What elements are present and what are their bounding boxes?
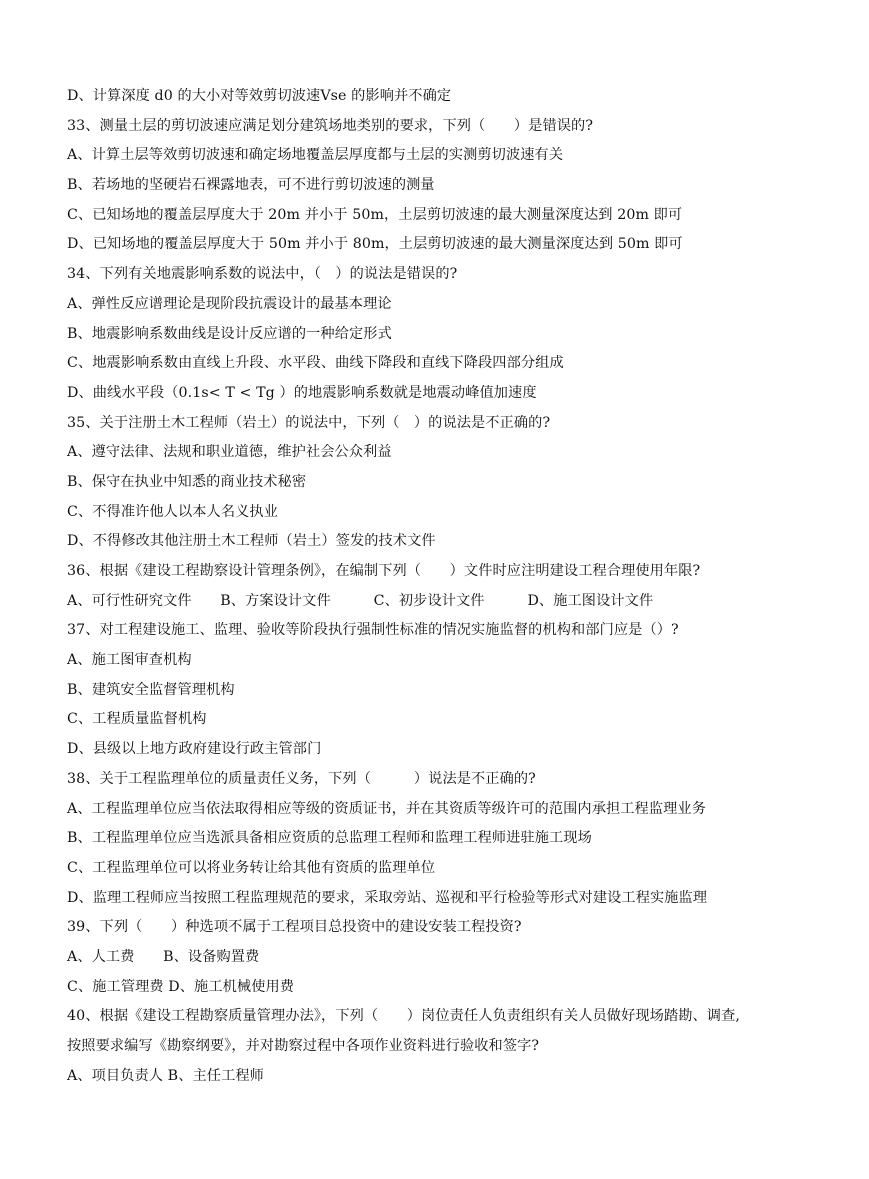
question-36: 36、根据《建设工程勘察设计管理条例》，在编制下列（ ）文件时应注明建设工程合理使用年限? xyxy=(67,563,701,579)
option-b-q38: B、工程监理单位应当选派具备相应资质的总监理工程师和监理工程师进驻施工现场 xyxy=(67,830,592,847)
question-39: 39、下列（ ）种选项不属于工程项目总投资中的建设安装工程投资? xyxy=(67,919,522,936)
options-ab-q40: A、项目负责人 B、主任工程师 xyxy=(67,1067,264,1084)
question-40: 40、根据《建设工程勘察质量管理办法》，下列（ ）岗位责任人负责组织有关人员做好现场踏勘、调查, xyxy=(67,1008,740,1025)
option-d-q38: D、监理工程师应当按照工程监理规范的要求，采取旁站、巡视和平行检验等形式对建设工程实施监理 xyxy=(67,889,708,906)
option-d-q35: D、不得修改其他注册土木工程师（岩土）签发的技术文件 xyxy=(67,533,436,550)
option-b-q34: B、地震影响系数曲线是设计反应谱的一种给定形式 xyxy=(67,325,392,342)
question-35: 35、关于注册土木工程师（岩土）的说法中，下列（ ）的说法是不正确的? xyxy=(67,414,551,431)
options-cd-q39: C、施工管理费 D、施工机械使用费 xyxy=(67,978,295,995)
option-c-q34: C、地震影响系数由直线上升段、水平段、曲线下降段和直线下降段四部分组成 xyxy=(67,355,564,372)
question-38: 38、关于工程监理单位的质量责任义务，下列（ ）说法是不正确的? xyxy=(67,770,536,787)
option-d-q37: D、县级以上地方政府建设行政主管部门 xyxy=(67,741,322,758)
option-b-q33: B、若场地的坚硬岩石裸露地表，可不进行剪切波速的测量 xyxy=(67,177,435,194)
option-a-q34: A、弹性反应谱理论是现阶段抗震设计的最基本理论 xyxy=(67,295,392,312)
question-34: 34、下列有关地震影响系数的说法中，（ ）的说法是错误的? xyxy=(67,266,458,283)
option-c-q33: C、已知场地的覆盖层厚度大于 20m 并小于 50m，土层剪切波速的最大测量深度达到 20m 即可 xyxy=(67,206,683,223)
option-c-q37: C、工程质量监督机构 xyxy=(67,711,207,728)
option-a-q35: A、遵守法律、法规和职业道德，维护社会公众利益 xyxy=(67,444,392,461)
option-a-q38: A、工程监理单位应当依法取得相应等级的资质证书，并在其资质等级许可的范围内承担工程监理业务 xyxy=(67,800,706,817)
option-d-q33: D、已知场地的覆盖层厚度大于 50m 并小于 80m，土层剪切波速的最大测量深度达到 50m 即可 xyxy=(67,236,683,253)
option-a-q33: A、计算土层等效剪切波速和确定场地覆盖层厚度都与土层的实测剪切波速有关 xyxy=(67,147,564,164)
option-c-q35: C、不得准许他人以本人名义执业 xyxy=(67,503,278,520)
question-40-continued: 按照要求编写《勘察纲要》，并对勘察过程中各项作业资料进行验收和签字? xyxy=(67,1038,540,1054)
option-a-q37: A、施工图审查机构 xyxy=(67,652,192,669)
document-page xyxy=(67,82,847,1091)
option-d-q34: D、曲线水平段（0.1s< T < Tg ）的地震影响系数就是地震动峰值加速度 xyxy=(67,384,537,401)
question-37: 37、对工程建设施工、监理、验收等阶段执行强制性标准的情况实施监督的机构和部门应是（）? xyxy=(67,622,679,639)
question-33: 33、测量土层的剪切波速应满足划分建筑场地类别的要求，下列（ ）是错误的? xyxy=(67,117,594,134)
option-b-q37: B、建筑安全监督管理机构 xyxy=(67,681,235,698)
options-q36: A、可行性研究文件 B、方案设计文件 C、初步设计文件 D、施工图设计文件 xyxy=(67,592,654,609)
options-ab-q39: A、人工费 B、设备购置费 xyxy=(67,948,260,965)
option-b-q35: B、保守在执业中知悉的商业技术秘密 xyxy=(67,473,307,490)
option-c-q38: C、工程监理单位可以将业务转让给其他有资质的监理单位 xyxy=(67,859,436,876)
option-d-q32: D、计算深度 d0 的大小对等效剪切波速Vse 的影响并不确定 xyxy=(67,88,452,104)
